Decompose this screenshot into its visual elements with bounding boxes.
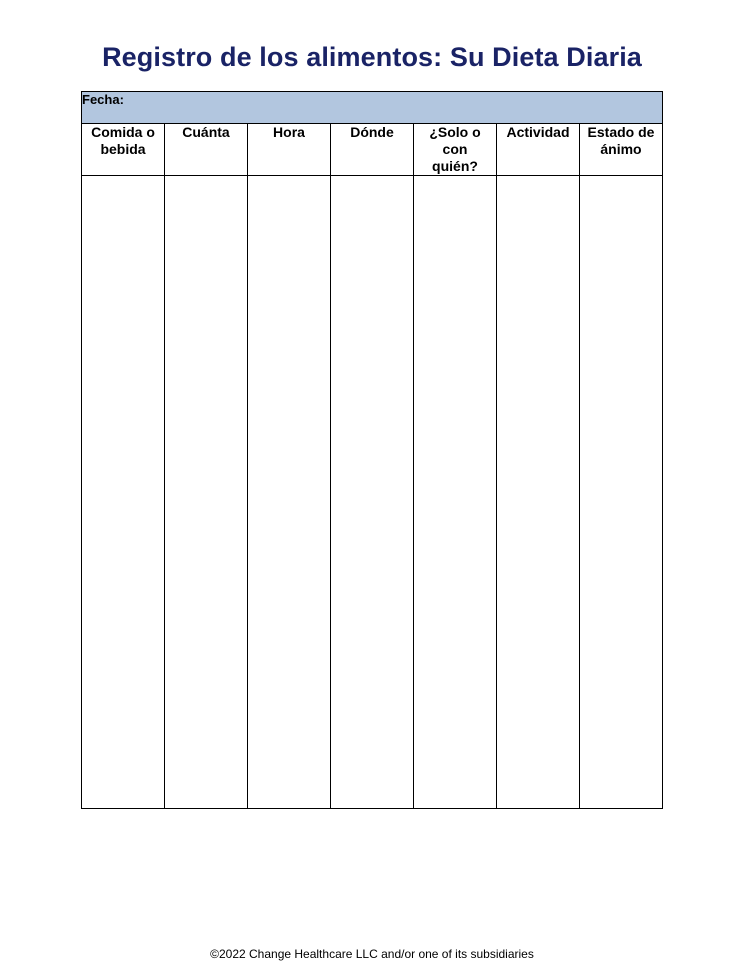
- food-log-table: [81, 91, 663, 809]
- copyright-footer: ©2022 Change Healthcare LLC and/or one of its subsidiaries: [210, 947, 534, 961]
- entry-cell-mood[interactable]: [580, 176, 663, 809]
- date-cell[interactable]: [82, 92, 663, 124]
- column-header-row: [82, 124, 663, 176]
- header-line: Actividad: [506, 124, 570, 140]
- date-label: Fecha:: [82, 92, 124, 107]
- column-header-food: [82, 124, 165, 176]
- page-title: Registro de los alimentos: Su Dieta Diaria: [102, 42, 642, 72]
- date-row: [82, 92, 663, 124]
- header-line: Hora: [273, 124, 305, 140]
- column-header-amount: [165, 124, 248, 176]
- column-header-time: [248, 124, 331, 176]
- entry-cell-time[interactable]: [248, 176, 331, 809]
- entry-cell-amount[interactable]: [165, 176, 248, 809]
- header-line: Estado de: [587, 124, 655, 140]
- header-line: con: [442, 141, 468, 157]
- entry-cell-activity[interactable]: [497, 176, 580, 809]
- entry-cell-company[interactable]: [414, 176, 497, 809]
- header-line: ánimo: [600, 141, 642, 157]
- column-header-activity: [497, 124, 580, 176]
- column-header-mood: [580, 124, 663, 176]
- column-header-place: [331, 124, 414, 176]
- entry-row: [82, 176, 663, 809]
- header-line: Dónde: [350, 124, 394, 140]
- entry-cell-place[interactable]: [331, 176, 414, 809]
- header-line: Cuánta: [182, 124, 230, 140]
- header-line: bebida: [100, 141, 146, 157]
- entry-cell-food[interactable]: [82, 176, 165, 809]
- header-line: Comida o: [91, 124, 155, 140]
- column-header-company: [414, 124, 497, 176]
- header-line: ¿Solo o: [429, 124, 481, 140]
- header-line: quién?: [432, 158, 478, 174]
